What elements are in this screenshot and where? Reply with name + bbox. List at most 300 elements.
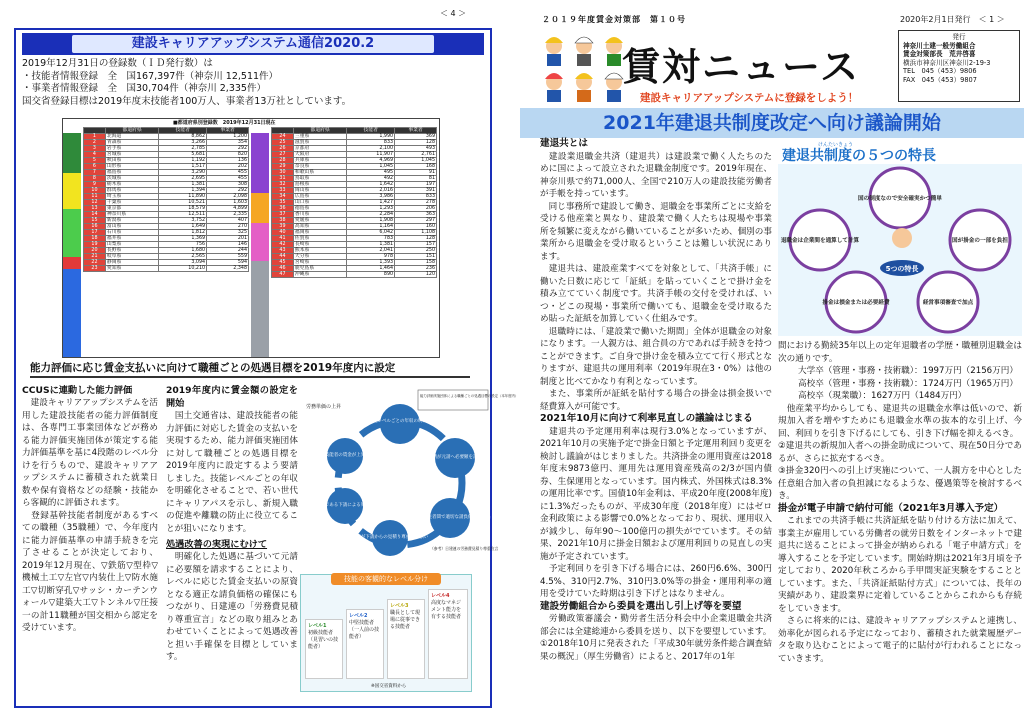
table-cell: 978	[347, 254, 395, 260]
table-cell: 1,393	[347, 260, 395, 266]
intro-text	[22, 58, 482, 108]
table-cell: 7	[84, 170, 106, 176]
worker-icon	[575, 73, 593, 102]
workers-illustration	[540, 28, 630, 106]
table-cell: 神奈川県	[105, 212, 158, 218]
subheading: 建退共とは	[540, 138, 588, 149]
table-cell: 1,464	[347, 266, 395, 272]
table-cell: 2,098	[207, 194, 249, 200]
table-cell: 158	[395, 260, 437, 266]
table-cell: 1,394	[159, 188, 207, 194]
article-col-2	[778, 340, 1022, 665]
table-cell: 44	[272, 254, 294, 260]
table-cell: 297	[395, 218, 437, 224]
feature-text: 掛金は損金または必要経費	[822, 300, 890, 306]
salary-row: 大学卒（管理・事務・技術職）：1997万円（2156万円）	[798, 366, 1018, 376]
table-cell: 32	[272, 182, 294, 188]
region-band	[63, 133, 81, 173]
table-cell: 山梨県	[105, 242, 158, 248]
level-label: レベル2	[349, 613, 368, 619]
table-cell: 滋賀県	[293, 140, 346, 146]
table-cell: 11,890	[159, 194, 207, 200]
table-cell: 493	[395, 146, 437, 152]
paragraph: 建退共の予定運用利率は現行3.0%となっていますが、2021年10月の実施予定で掛金日額と予定運用利回り変更を検討し議論がはじまりました。共済掛金の運用資産は2018年度末9873億円、運用先は運用資産残高の2/3が国内債券、生保運用となっています。国内株式、外国株式は8.3%の運用比率です。国債10年金利は、平成20年度(2008年度)に1.3%だったものが、平成30年度（2018年度）にはゼロ金利政策による影響で0.0%となっており、現状、運用収入が減少し、毎年90～100億円の損失がでています。その結果、2021年10月に掛金日額および運用利回りの見直しの実施が予定されています。	[540, 426, 772, 562]
table-cell: 2,041	[347, 248, 395, 254]
table-cell: 山口県	[293, 200, 346, 206]
feature-title: 建退共制度の５つの特長	[782, 148, 936, 164]
table-cell: 201	[207, 236, 249, 242]
table-cell: 京都府	[293, 146, 346, 152]
worker-icon	[575, 37, 593, 66]
paragraph: 他産業平均からしても、建退共の退職金水準は低いので、新規加入者を増やすためにも退職金水準の抜本的な引上げ、今回、利回りを引き下げるにしても、引き下げ幅を抑えるべき。	[778, 403, 1022, 439]
table-cell: 大阪府	[293, 152, 346, 158]
table-cell: 宮城県	[105, 152, 158, 158]
table-cell: 1,200	[207, 134, 249, 140]
subheading: 2019年度内に賃金額の設定を開始	[166, 385, 298, 409]
level-desc: 初級技能者（見習いの技能者）	[308, 630, 339, 650]
table-cell: 青森県	[105, 140, 158, 146]
table-cell: 静岡県	[105, 260, 158, 266]
table-cell: 北海道	[105, 134, 158, 140]
salary-row: 高校卒（現業職）：1627万円（1484万円）	[798, 391, 967, 401]
table-cell: 31	[272, 176, 294, 182]
level-label: レベル4	[431, 593, 450, 599]
table-cell: 11	[84, 194, 106, 200]
brand-subtitle: 建設キャリアアップシステムに登録をしよう！	[640, 92, 859, 104]
publisher-fax: FAX 045（453）9807	[903, 75, 977, 84]
table-cell: 495	[347, 170, 395, 176]
publisher-dept: 賃金対策部長 荒井啓喜	[903, 50, 976, 59]
subheading: 建設労働組合から委員を選出し引上げ等を要望	[540, 600, 742, 612]
table-cell: 890	[347, 272, 395, 278]
table-cell: 559	[207, 254, 249, 260]
headline: 2021年建退共制度改定へ向け議論開始	[520, 108, 1024, 138]
table-cell: 34	[272, 194, 294, 200]
intro-line: ・事業者情報登録 全 国30,704件（神奈川 2,335件）	[22, 83, 266, 94]
table-cell: 1,369	[159, 236, 207, 242]
table-cell: 833	[395, 194, 437, 200]
worker-icon	[545, 73, 563, 102]
caption-box	[418, 390, 488, 410]
table-row	[272, 272, 437, 278]
table-cell: 茨城県	[105, 176, 158, 182]
table-cell: 18,579	[159, 206, 207, 212]
paragraph: ①2018年10月に発表された「平成30年就労条件総合調査結果の概況」（厚生労働省）によると、2017年の1年	[540, 639, 772, 662]
cycle-node	[380, 404, 420, 444]
feature-text: 経営事項審査で加点	[922, 300, 974, 306]
table-cell: 5	[84, 158, 106, 164]
table-cell: 2,100	[347, 146, 395, 152]
table-cell: 160	[395, 224, 437, 230]
page-number: ＜ 4 ＞	[440, 9, 467, 18]
publisher-address: 横浜市神奈川区神奈川2-19-3	[903, 58, 991, 67]
publisher-org: 神奈川土建一般労働組合	[903, 41, 976, 50]
table-cell: 28	[272, 158, 294, 164]
table-cell: 39	[272, 224, 294, 230]
table-cell: 三重県	[293, 134, 346, 140]
region-band	[63, 209, 81, 257]
paragraph: 労働政策審議会・勤労者生活分科会中小企業退職金共済部会には全建総連から委員を送り、以下を要望しています。	[540, 614, 772, 637]
table-cell: 81	[395, 176, 437, 182]
paragraph: 建退共は、建設産業すべてを対象として、「共済手帳」に働いた日数に応じて「証紙」を貼っていくことで掛け金を積み立てていく制度です。共済手帳の交付を受ければ、いつ・どこの現場・事業所で働いても、退職金を受け取るため貼った証紙を加算していく仕組みです。	[540, 264, 772, 324]
feature-text: 退職金は企業間を通算して計算	[780, 238, 860, 244]
publisher-tel: TEL 045（453）9806	[903, 67, 977, 76]
paragraph: 同じ事務所で建設して働き、退職金を事業所ごとに支給を受ける他産業と異なり、建設業で働く人たちは現場や事業所を頻繁に変えながら働いていることが多いため、個別の事業所から退職金を受け取るということは難しい状況にあります。	[540, 201, 772, 262]
table-cell: 1,427	[347, 200, 395, 206]
table-cell: 455	[207, 170, 249, 176]
diagram-caption: 能力評価実施団体による職種ごとの処遇目標の設定（本年度内）	[420, 394, 519, 398]
table-cell: 3,266	[159, 140, 207, 146]
center-text: 5つの特長	[885, 265, 919, 273]
table-cell: 46	[272, 266, 294, 272]
region-band	[251, 223, 269, 261]
region-band	[63, 173, 81, 209]
feature-text: 国の制度なので安全確実かつ簡単	[858, 196, 942, 202]
table-right	[271, 127, 437, 278]
table-cell: 37	[272, 212, 294, 218]
table-cell: 270	[207, 224, 249, 230]
section-heading: 能力評価に応じ賃金支払いに向けて職種ごとの処遇目標を2019年度内に設定	[30, 360, 470, 378]
node-text: 元請・発注者間で適切な請負価格の確保	[409, 515, 491, 520]
table-cell: 群馬県	[105, 188, 158, 194]
paragraph: また、事業所が証紙を貼付する場合の掛金は損金扱いで経費算入が可能です。	[540, 389, 772, 412]
table-cell: 38	[272, 218, 294, 224]
guide-person-icon	[892, 228, 912, 248]
table-cell: 22	[84, 260, 106, 266]
table-cell: 407	[207, 218, 249, 224]
table-cell: 8	[84, 176, 106, 182]
node-text: 技能者の賃金が上昇	[324, 453, 366, 458]
registration-table	[62, 118, 440, 358]
table-cell: 4,969	[347, 158, 395, 164]
table-cell: 369	[395, 134, 437, 140]
diagram-ref: （参考）日建連の労務費見積り尊重宣言	[430, 546, 499, 551]
table-cell: 福島県	[105, 170, 158, 176]
table-cell: 1,045	[347, 164, 395, 170]
worker-icon	[605, 73, 623, 102]
level-panel	[300, 574, 472, 692]
table-cell: 202	[207, 164, 249, 170]
table-cell: 128	[395, 140, 437, 146]
table-cell: 2	[84, 140, 106, 146]
table-cell: 43	[272, 248, 294, 254]
table-cell: 354	[207, 140, 249, 146]
table-cell: 2,695	[159, 176, 207, 182]
table-cell: 1,649	[159, 224, 207, 230]
issue-date: 2020年2月1日発行 ＜ 1 ＞	[900, 15, 1005, 24]
level-card	[346, 609, 384, 679]
level-desc: 職長として現場に従事できる技能者	[390, 610, 421, 630]
table-cell: 秋田県	[105, 158, 158, 164]
table-cell: 長崎県	[293, 242, 346, 248]
table-cell: 山形県	[105, 164, 158, 170]
level-label: レベル1	[308, 623, 327, 629]
table-cell: 4	[84, 152, 106, 158]
table-cell: 2,565	[159, 254, 207, 260]
paragraph: 登録基幹技能者制度があるすべての職種（35職種）で、今年度内に能力評価基準の申請手続きを完了させることが決定しており、2019年12月現在、▽鉄筋▽型枠▽機械土工▽左官▽内装仕上▽防水施工▽切断穿孔▽サッシ・カーテンウォール▽建築大工▽トンネル▽圧接一の計11職種が国交相から認定を受けています。	[22, 510, 158, 633]
table-cell: 愛知県	[105, 266, 158, 272]
table-cell: 沖縄県	[293, 272, 346, 278]
table-cell: 栃木県	[105, 182, 158, 188]
table-cell: 1,908	[347, 218, 395, 224]
table-cell: 11,907	[347, 152, 395, 158]
node-text: 雇用主である下請による処遇改善	[311, 503, 379, 508]
table-title: ■都道府県別登録数 2019年12月31日現在	[173, 120, 276, 126]
paragraph: 建設キャリアアップシステムを活用した建設技能者の能力評価制度は、各専門工事業団体などが務める能力評価実施団体が策定する能力評価基準を基に4段階のレベル分けを行うもので、建設キャリアアップシステムに蓄積された就業日数や保有資格などの経験・技能から客観的に評価されます。	[22, 398, 158, 508]
table-cell: 292	[207, 146, 249, 152]
table-cell: 236	[395, 266, 437, 272]
paragraph: 明確化した処遇に基づいて元請に必要額を請求することにより、レベルに応じた賃金支払いの原資となる適正な請負価格の確保にもつながり、日建連の「労務費見積り尊重宣言」などの取り組みとあわせていくことによって処遇改善と担い手確保を目標としています。	[166, 552, 298, 662]
table-cell: 250	[395, 248, 437, 254]
paragraph: 国土交通省は、建設技能者の能力評価に対応した賃金の支払いを実現するため、能力評価実施団体に対して職種ごとの処遇目標を2019年度内に設定するよう要請しました。技能レベルごとの年収を明確化させることで、若い世代にキャリアパスを示し、新規入職の促進や離職の防止に役立てることが狙いになります。	[166, 411, 298, 534]
table-cell: 10	[84, 188, 106, 194]
table-cell: 8,862	[159, 134, 207, 140]
features-illustration	[778, 140, 1022, 336]
table-cell: 136	[207, 158, 249, 164]
intro-line: ・技能者情報登録 全 国167,397件（神奈川 12,511件）	[22, 70, 279, 82]
article-col-1	[540, 138, 772, 663]
table-cell: 島根県	[293, 182, 346, 188]
table-cell: 45	[272, 260, 294, 266]
table-cell: 埼玉県	[105, 194, 158, 200]
table-cell: 大分県	[293, 254, 346, 260]
table-cell: 168	[395, 164, 437, 170]
table-cell: 高知県	[293, 224, 346, 230]
level-header: 技能の客観的なレベル分け	[331, 573, 441, 585]
level-card	[428, 589, 468, 679]
table-cell: 292	[207, 188, 249, 194]
paragraph: 予定利回りを引き下げる場合には、260円6.6%、300円4.5%、310円2.7%、310円3.0%等の掛金・運用利率の適用を受けていた時期は引き下げとはなりません。	[540, 564, 772, 599]
level-desc: 中堅技能者（一人前の技能者）	[349, 620, 380, 640]
paragraph: ③掛金320円への引上げ実施について、一人親方を中心とした任意組合加入者の負担減になるような、優遇策等を検討するべき。	[778, 466, 1022, 501]
table-cell: 1,517	[159, 164, 207, 170]
table-left	[83, 127, 249, 272]
subheading: 掛金が電子申請で納付可能（2021年3月導入予定）	[778, 502, 1004, 514]
table-cell: 1,293	[347, 206, 395, 212]
table-cell: 1,812	[159, 230, 207, 236]
table-cell: 36	[272, 206, 294, 212]
issue-label: ２０１９年度賃金対策部 第１０号	[542, 15, 686, 24]
table-cell: 157	[395, 242, 437, 248]
node-text: 下請が元請へ必要額を請求	[428, 455, 482, 460]
table-cell: 3,094	[159, 260, 207, 266]
table-cell: 18	[84, 236, 106, 242]
table-cell: 820	[207, 152, 249, 158]
node-text: 技能レベルごとの年収の明確化	[368, 419, 432, 424]
table-cell: 長野県	[105, 248, 158, 254]
table-cell: 455	[207, 176, 249, 182]
node-text: 元請が下請からの見積り尊重・支払い	[351, 535, 429, 540]
table-cell: 1	[84, 134, 106, 140]
table-cell: 29	[272, 164, 294, 170]
table-cell: 1,680	[159, 248, 207, 254]
table-cell: 19	[84, 242, 106, 248]
table-cell: 岩手県	[105, 146, 158, 152]
table-cell: 徳島県	[293, 206, 346, 212]
publisher-label: 発行	[952, 33, 966, 41]
table-cell: 206	[395, 206, 437, 212]
table-cell: 26	[272, 146, 294, 152]
region-band	[251, 193, 269, 223]
table-cell: 3	[84, 146, 106, 152]
table-cell: 20	[84, 248, 106, 254]
table-cell: 鳥取県	[293, 176, 346, 182]
table-cell: 3,290	[159, 170, 207, 176]
subheading: 処遇改善の実現にむけて	[166, 539, 268, 550]
table-cell: 41	[272, 236, 294, 242]
article-col-1	[22, 384, 158, 635]
table-cell: 120	[395, 272, 437, 278]
table-cell: 和歌山県	[293, 170, 346, 176]
table-cell: 17	[84, 230, 106, 236]
col-header: 都道府県	[105, 128, 158, 134]
table-cell: 熊本県	[293, 248, 346, 254]
table-cell: 492	[347, 176, 395, 182]
table-cell: 13	[84, 206, 106, 212]
region-band	[63, 269, 81, 357]
table-cell: 146	[207, 242, 249, 248]
table-cell: 9	[84, 182, 106, 188]
table-cell: 40	[272, 230, 294, 236]
table-cell: 1,603	[207, 200, 249, 206]
table-cell: 325	[207, 230, 249, 236]
table-cell: 10,521	[159, 200, 207, 206]
table-cell: 16	[84, 224, 106, 230]
table-cell: 2,785	[159, 146, 207, 152]
level-card	[305, 619, 343, 679]
table-cell: 佐賀県	[293, 236, 346, 242]
table-cell: 308	[207, 182, 249, 188]
feature-text: 国が掛金の一部を負担	[952, 238, 1008, 244]
worker-icon	[605, 37, 623, 66]
table-cell: 3,752	[159, 218, 207, 224]
table-cell: 25	[272, 140, 294, 146]
worker-icon	[545, 37, 563, 66]
table-cell: 2,016	[347, 188, 395, 194]
table-cell: 6	[84, 164, 106, 170]
region-band	[63, 257, 81, 269]
table-cell: 6,042	[347, 230, 395, 236]
table-cell: 30	[272, 170, 294, 176]
table-cell: 1,045	[395, 158, 437, 164]
table-cell: 東京都	[105, 206, 158, 212]
table-cell: 2,761	[395, 152, 437, 158]
paragraph: 退職時には、「建設業で働いた期間」全体が退職金の対象になります。一人親方は、組合員の方であれば手続きを持つことができます。ご自身で掛け金を積み立てて行く形式となりますが、建退共の運用利率（2019年現在3・0%）は他の制度と比べてかなり有利となっています。	[540, 326, 772, 387]
paragraph: これまでの共済手帳に共済証紙を貼り付ける方法に加えて、事業主が雇用している労働者の就労日数をインターネットで建退共に送ることによって掛金が納められる「電子申請方式」を導入することを予定しています。開始時期は2021年3月頃を予定しており、2020年秋ころから手甲間実証実験をすることとしています。また、「共済証紙貼付方式」については、長年の実績があり、建設業界に定着していることからこれからも存続をしていきます。	[778, 516, 1022, 614]
subheading: 2021年10月に向けて利率見直しの議論はじまる	[540, 413, 753, 424]
table-cell: 91	[395, 170, 437, 176]
table-cell: 岐阜県	[105, 254, 158, 260]
table-cell: 35	[272, 200, 294, 206]
table-cell: 富山県	[105, 224, 158, 230]
table-cell: 愛媛県	[293, 218, 346, 224]
table-cell: 14	[84, 212, 106, 218]
col-header: 技能者	[159, 128, 207, 134]
publisher-box	[898, 30, 1020, 102]
table-cell: 2,335	[207, 212, 249, 218]
table-cell: 47	[272, 272, 294, 278]
intro-line: 国交省登録目標は2019年度末技能者100万人、事業者13万社としています。	[22, 95, 352, 107]
table-cell: 10,210	[159, 266, 207, 272]
wage-cycle-diagram	[300, 388, 519, 558]
table-cell: 1,164	[347, 224, 395, 230]
table-cell: 奈良県	[293, 164, 346, 170]
col-header: 事業者	[207, 128, 249, 134]
table-cell: 千葉県	[105, 200, 158, 206]
table-cell: 1,990	[347, 134, 395, 140]
paragraph: ②建退共の新規加入者への掛金助成について、現在50日分であるが、さらに拡充するべき。	[778, 441, 1022, 464]
col-header: 事業者	[395, 128, 437, 134]
table-cell: 4,899	[207, 206, 249, 212]
table-cell: 広島県	[293, 194, 346, 200]
right-page	[520, 0, 1024, 722]
table-cell: 5,681	[159, 152, 207, 158]
table-cell: 岡山県	[293, 188, 346, 194]
table-cell: 391	[395, 188, 437, 194]
table-cell: 石川県	[105, 230, 158, 236]
level-label: レベル3	[390, 603, 409, 609]
table-cell: 鹿児島県	[293, 266, 346, 272]
diagram-caption: 労務単価の上昇	[306, 404, 342, 410]
table-cell: 12	[84, 200, 106, 206]
table-cell: 兵庫県	[293, 158, 346, 164]
table-cell: 23	[84, 266, 106, 272]
table-cell: 128	[395, 236, 437, 242]
table-cell: 151	[395, 254, 437, 260]
table-cell: 12,511	[159, 212, 207, 218]
level-card	[387, 599, 425, 679]
table-cell: 宮崎県	[293, 260, 346, 266]
table-cell: 21	[84, 254, 106, 260]
salary-row: 高校卒（管理・事務・技術職）：1724万円（1965万円）	[798, 378, 1018, 389]
table-cell: 783	[347, 236, 395, 242]
table-cell: 833	[347, 140, 395, 146]
title-bar	[22, 33, 484, 55]
table-cell: 756	[159, 242, 207, 248]
table-cell: 594	[207, 260, 249, 266]
level-desc: 高度なマネジメント能力を有する技能者	[431, 600, 462, 620]
col-header: 都道府県	[293, 128, 346, 134]
table-cell: 278	[395, 200, 437, 206]
table-cell: 27	[272, 152, 294, 158]
table-cell: 1,108	[395, 230, 437, 236]
intro-line: 2019年12月31日の登録数（ＩＤ発行数）は	[22, 58, 213, 69]
page-title: 建設キャリアアップシステム通信2020.2	[72, 35, 434, 53]
region-band	[251, 261, 269, 357]
table-cell: 福井県	[105, 236, 158, 242]
level-footnote: ※国交省資料から	[371, 684, 407, 689]
paragraph: さらに将来的には、建設キャリアアップシステムと連携し、効率化が図られる予定になっており、蓄積された就業履歴データを取り込むことによって電子的に貼付が行われることになっていきます。	[778, 616, 1022, 664]
table-cell: 1,381	[347, 242, 395, 248]
paragraph: 建設業退職金共済（建退共）は建設業で働く人たちのために国によって設立された退職金制度です。2019年現在、神奈川県で約71,000人、全国で210万人の建設技能労働者が手帳を持っています。	[540, 151, 772, 199]
table-cell: 新潟県	[105, 218, 158, 224]
table-cell: 1,192	[159, 158, 207, 164]
table-cell: 香川県	[293, 212, 346, 218]
feature-ruby: けんたいきょう	[818, 142, 854, 148]
table-cell: 244	[207, 248, 249, 254]
paragraph: 間における勤続35年以上の定年退職者の学歴・職種別退職金は次の通りです。	[778, 341, 1022, 364]
col-header: 技能者	[347, 128, 395, 134]
region-band	[251, 133, 269, 193]
table-cell: 2,284	[347, 212, 395, 218]
table-cell: 福岡県	[293, 230, 346, 236]
table-cell: 42	[272, 242, 294, 248]
newsletter-brand: 賃対ニュース	[622, 44, 861, 89]
article-col-2	[166, 384, 298, 664]
table-cell: 1,381	[159, 182, 207, 188]
table-cell: 24	[272, 134, 294, 140]
subheading: CCUSに連動した能力評価	[22, 385, 133, 396]
